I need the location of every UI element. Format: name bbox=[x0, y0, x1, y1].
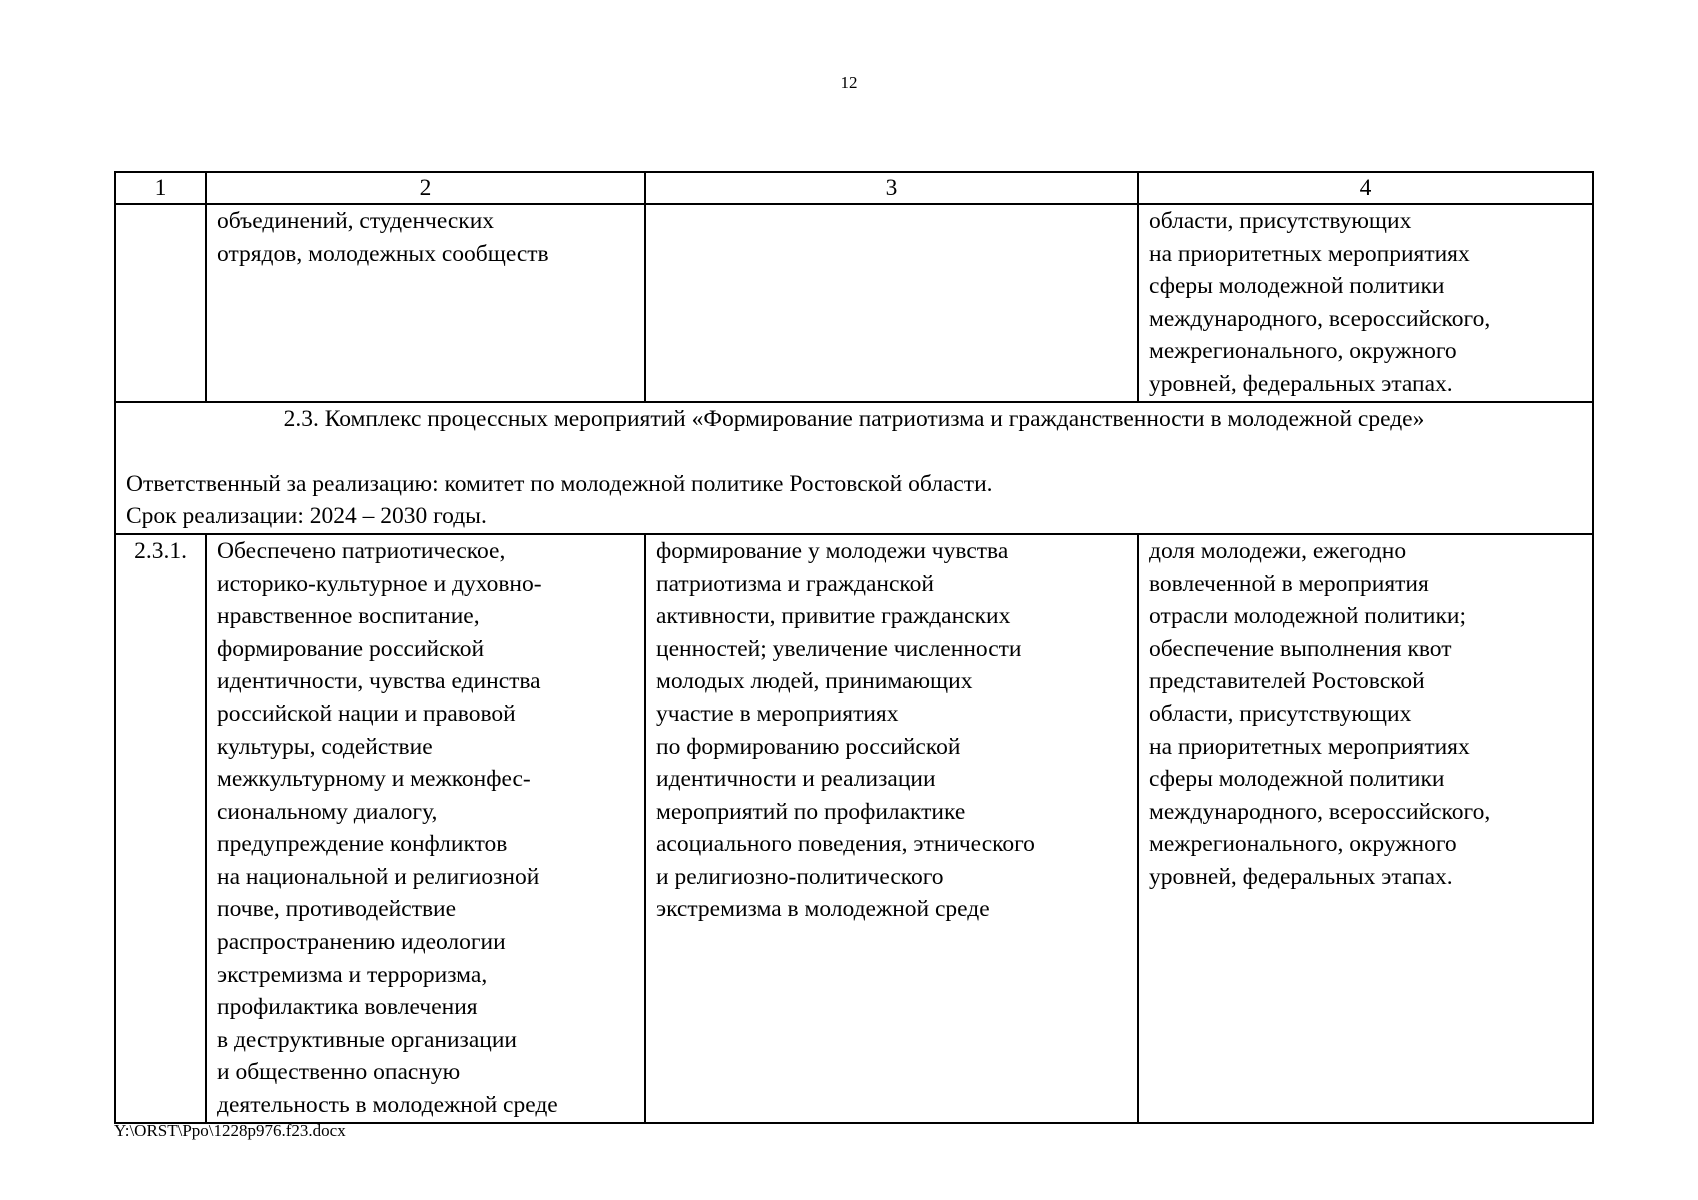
cell-text-line: сферы молодежной политики bbox=[1149, 273, 1445, 300]
cell-text-line: в деструктивные организации bbox=[217, 1026, 518, 1053]
cell-text-line: формирование у молодежи чувства bbox=[656, 537, 1009, 564]
cell-text-line: на приоритетных мероприятиях bbox=[1149, 240, 1470, 267]
cell-text-line: Обеспечено патриотическое, bbox=[217, 537, 506, 564]
cell-text-line: культуры, содействие bbox=[217, 733, 433, 760]
cell-text-line: идентичности и реализации bbox=[656, 766, 936, 793]
cell-text-line: российской нации и правовой bbox=[217, 700, 516, 727]
table-row-continued bbox=[115, 204, 1593, 402]
cell-text-line: историко-культурное и духовно- bbox=[217, 570, 542, 597]
cell-result bbox=[645, 204, 1138, 402]
cell-indicator bbox=[1138, 204, 1593, 402]
cell-text-line: обеспечение выполнения квот bbox=[1149, 635, 1452, 662]
document-file-path: Y:\ORST\Ppo\1228p976.f23.docx bbox=[114, 1121, 346, 1140]
cell-text-line: предупреждение конфликтов bbox=[217, 831, 508, 858]
cell-text-line: формирование российской bbox=[217, 635, 485, 662]
cell-text-line: участие в мероприятиях bbox=[656, 700, 899, 727]
cell-number bbox=[115, 204, 206, 402]
cell-text-line: отрасли молодежной политики; bbox=[1149, 603, 1466, 630]
cell-description bbox=[206, 534, 645, 1123]
program-table bbox=[114, 171, 1594, 1124]
header-cell: 3 bbox=[645, 172, 1138, 204]
cell-text-line: уровней, федеральных этапах. bbox=[1149, 863, 1453, 890]
cell-text-line: мероприятий по профилактике bbox=[656, 798, 966, 825]
cell-indicator bbox=[1138, 534, 1593, 1123]
cell-text-line: сферы молодежной политики bbox=[1149, 766, 1445, 793]
cell-text-line: профилактика вовлечения bbox=[217, 994, 478, 1021]
header-cell: 1 bbox=[115, 172, 206, 204]
cell-text-line: нравственное воспитание, bbox=[217, 603, 480, 630]
cell-text-line: асоциального поведения, этнического bbox=[656, 831, 1035, 858]
cell-text-line: экстремизма в молодежной среде bbox=[656, 896, 990, 923]
cell-text-line: уровней, федеральных этапах. bbox=[1149, 370, 1453, 397]
cell-text-line: по формированию российской bbox=[656, 733, 961, 760]
cell-text-line: молодых людей, принимающих bbox=[656, 668, 973, 695]
cell-text-line: и общественно опасную bbox=[217, 1059, 461, 1086]
cell-text-line: межрегионального, окружного bbox=[1149, 831, 1457, 858]
cell-text-line: межкультурному и межконфес- bbox=[217, 766, 531, 793]
cell-text-line: объединений, студенческих bbox=[217, 208, 495, 234]
cell-text-line: идентичности, чувства единства bbox=[217, 668, 541, 695]
cell-text-line: ценностей; увеличение численности bbox=[656, 635, 1022, 662]
page-number: 12 bbox=[840, 73, 858, 92]
section-row bbox=[115, 402, 1593, 534]
header-cell: 4 bbox=[1138, 172, 1593, 204]
cell-text-line: почве, противодействие bbox=[217, 896, 457, 923]
cell-text-line: области, присутствующих bbox=[1149, 700, 1412, 727]
cell-text-line: распространению идеологии bbox=[217, 929, 506, 956]
cell-text-line: представителей Ростовской bbox=[1149, 668, 1425, 695]
table-header-row bbox=[115, 172, 1593, 204]
header-cell: 2 bbox=[206, 172, 645, 204]
cell-text-line: международного, всероссийского, bbox=[1149, 798, 1491, 825]
cell-text-line: межрегионального, окружного bbox=[1149, 338, 1457, 365]
cell-text-line: на национальной и религиозной bbox=[217, 863, 540, 890]
cell-text-line: доля молодежи, ежегодно bbox=[1149, 537, 1407, 564]
cell-text-line: активности, привитие гражданских bbox=[656, 603, 1011, 630]
cell-text-line: отрядов, молодежных сообществ bbox=[217, 240, 549, 267]
cell-result bbox=[645, 534, 1138, 1123]
cell-text-line: вовлеченной в мероприятия bbox=[1149, 570, 1429, 597]
cell-text-line: деятельность в молодежной среде bbox=[217, 1092, 558, 1119]
section-title: 2.3. Комплекс процессных мероприятий «Формирование патриотизма и гражданственности в молодежной среде» bbox=[283, 405, 1425, 432]
cell-text-line: сиональному диалогу, bbox=[217, 798, 438, 825]
section-cell bbox=[115, 402, 1593, 534]
cell-text-line: области, присутствующих bbox=[1149, 208, 1412, 234]
table-row bbox=[115, 534, 1593, 1123]
cell-text-line: и религиозно-политического bbox=[656, 863, 944, 890]
cell-description bbox=[206, 204, 645, 402]
cell-text-line: международного, всероссийского, bbox=[1149, 305, 1491, 332]
cell-number: 2.3.1. bbox=[115, 534, 206, 1123]
section-term: Срок реализации: 2024 – 2030 годы. bbox=[126, 503, 487, 530]
section-responsible: Ответственный за реализацию: комитет по молодежной политике Ростовской области. bbox=[126, 470, 993, 497]
cell-text-line: экстремизма и терроризма, bbox=[217, 961, 488, 988]
cell-text-line: патриотизма и гражданской bbox=[656, 570, 934, 597]
cell-text-line: на приоритетных мероприятиях bbox=[1149, 733, 1470, 760]
